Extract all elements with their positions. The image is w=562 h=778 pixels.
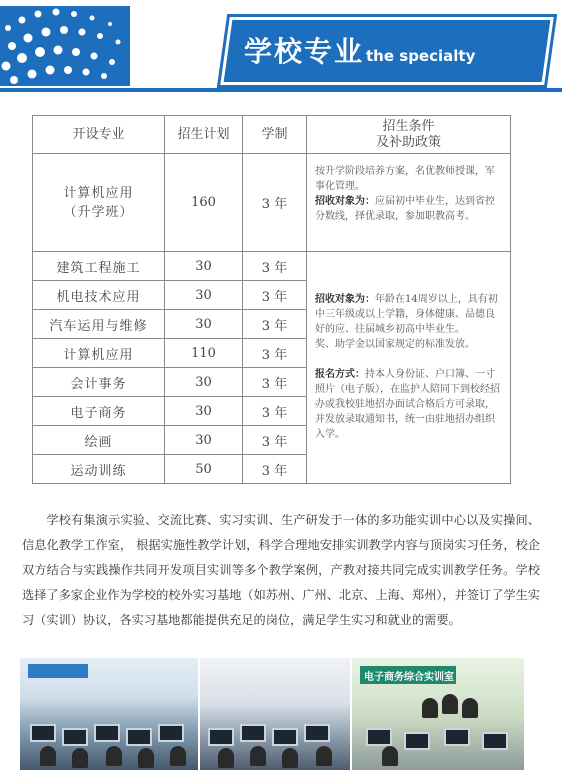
plan-cell: 30 [165,397,243,426]
plan-cell: 30 [165,252,243,281]
major-cell: 机电技术应用 [33,281,165,310]
conditions-cell-general [307,252,511,484]
major-cell: 建筑工程施工 [33,252,165,281]
classroom-banner [28,664,88,678]
cond2-label1: 招收对象为： [315,293,375,305]
page-title [244,30,475,70]
photo-training-room [200,658,350,770]
major-cell: 绘画 [33,426,165,455]
plan-cell: 160 [165,154,243,252]
years-cell: 3 年 [243,455,307,484]
years-cell: 3 年 [243,281,307,310]
lab-sign [360,666,456,684]
cond1-text2: 应届初中毕业生，达到省控分数线，择优录取，参加职教高考。 [315,196,495,222]
cond1-label: 招收对象为： [315,196,375,207]
header-major: 开设专业 [33,116,165,154]
plan-cell: 30 [165,281,243,310]
page-header [0,0,562,96]
years-cell: 3 年 [243,397,307,426]
years-cell: 3 年 [243,368,307,397]
major-cell: 计算机应用 [33,339,165,368]
years-cell: 3 年 [243,426,307,455]
years-cell: 3 年 [243,310,307,339]
years-cell: 3 年 [243,154,307,252]
years-cell: 3 年 [243,252,307,281]
table-row [33,252,511,281]
cond2-label2: 报名方式： [315,368,365,380]
major-cell: 汽车运用与维修 [33,310,165,339]
header-plan: 招生计划 [165,116,243,154]
cond2-text1: 年龄在14周岁以上，具有初中三年级或以上学籍，身体健康、品德良好的应、往届城乡初高中毕业生。 [315,293,498,335]
title-english: the specialty [366,47,476,65]
dot-pattern-decoration [0,6,130,86]
plan-cell: 110 [165,339,243,368]
plan-cell: 30 [165,426,243,455]
table-header-row [33,116,511,154]
title-chinese: 学校专业 [244,35,365,68]
header-years: 学制 [243,116,307,154]
major-cell: 运动训练 [33,455,165,484]
table-row [33,154,511,252]
header-conditions: 招生条件 及补助政策 [307,116,511,154]
cond2-text3: 持本人身份证、户口簿、一寸照片（电子版），在监护人陪同下到校经招办或我校驻地招办面试合格后方可录取，并发放录取通知书，统一由驻地招办组织入学。 [315,368,500,440]
major-cell: 电子商务 [33,397,165,426]
plan-cell: 50 [165,455,243,484]
photo-computer-lab [20,658,198,770]
major-cell: 计算机应用 （升学班） [33,154,165,252]
photo-ecommerce-lab [352,658,524,770]
plan-cell: 30 [165,310,243,339]
plan-cell: 30 [165,368,243,397]
cond1-text1: 按升学阶段培养方案，名优教师授课，军事化管理。 [315,166,495,192]
header-stripe [0,88,562,92]
lab-sign-text: 电子商务综合实训室 [364,672,454,683]
major-cell: 会计事务 [33,368,165,397]
conditions-cell-upgrade [307,154,511,252]
description-paragraph: 学校有集演示实验、交流比赛、实习实训、生产研发于一体的多功能实训中心以及实操间、信息化教学工作室， 根据实施性教学计划，科学合理地安排实训教学内容与顶岗实习任务，校企双方结合与实践操作共同开发项目实训等多个教学案例，产教对接共同完成实训教学任务。学校选择了多家企业作为学校的校外实习基地（如苏州、广州、北京、上海、郑州），并签订了学生实习（实训）协议，各实习基地都能提供充足的岗位，满足学生实习和就业的需要。 [22,513,540,627]
specialty-table [32,115,511,484]
years-cell: 3 年 [243,339,307,368]
cond2-text2: 奖、助学金以国家规定的标准发放。 [315,338,475,350]
